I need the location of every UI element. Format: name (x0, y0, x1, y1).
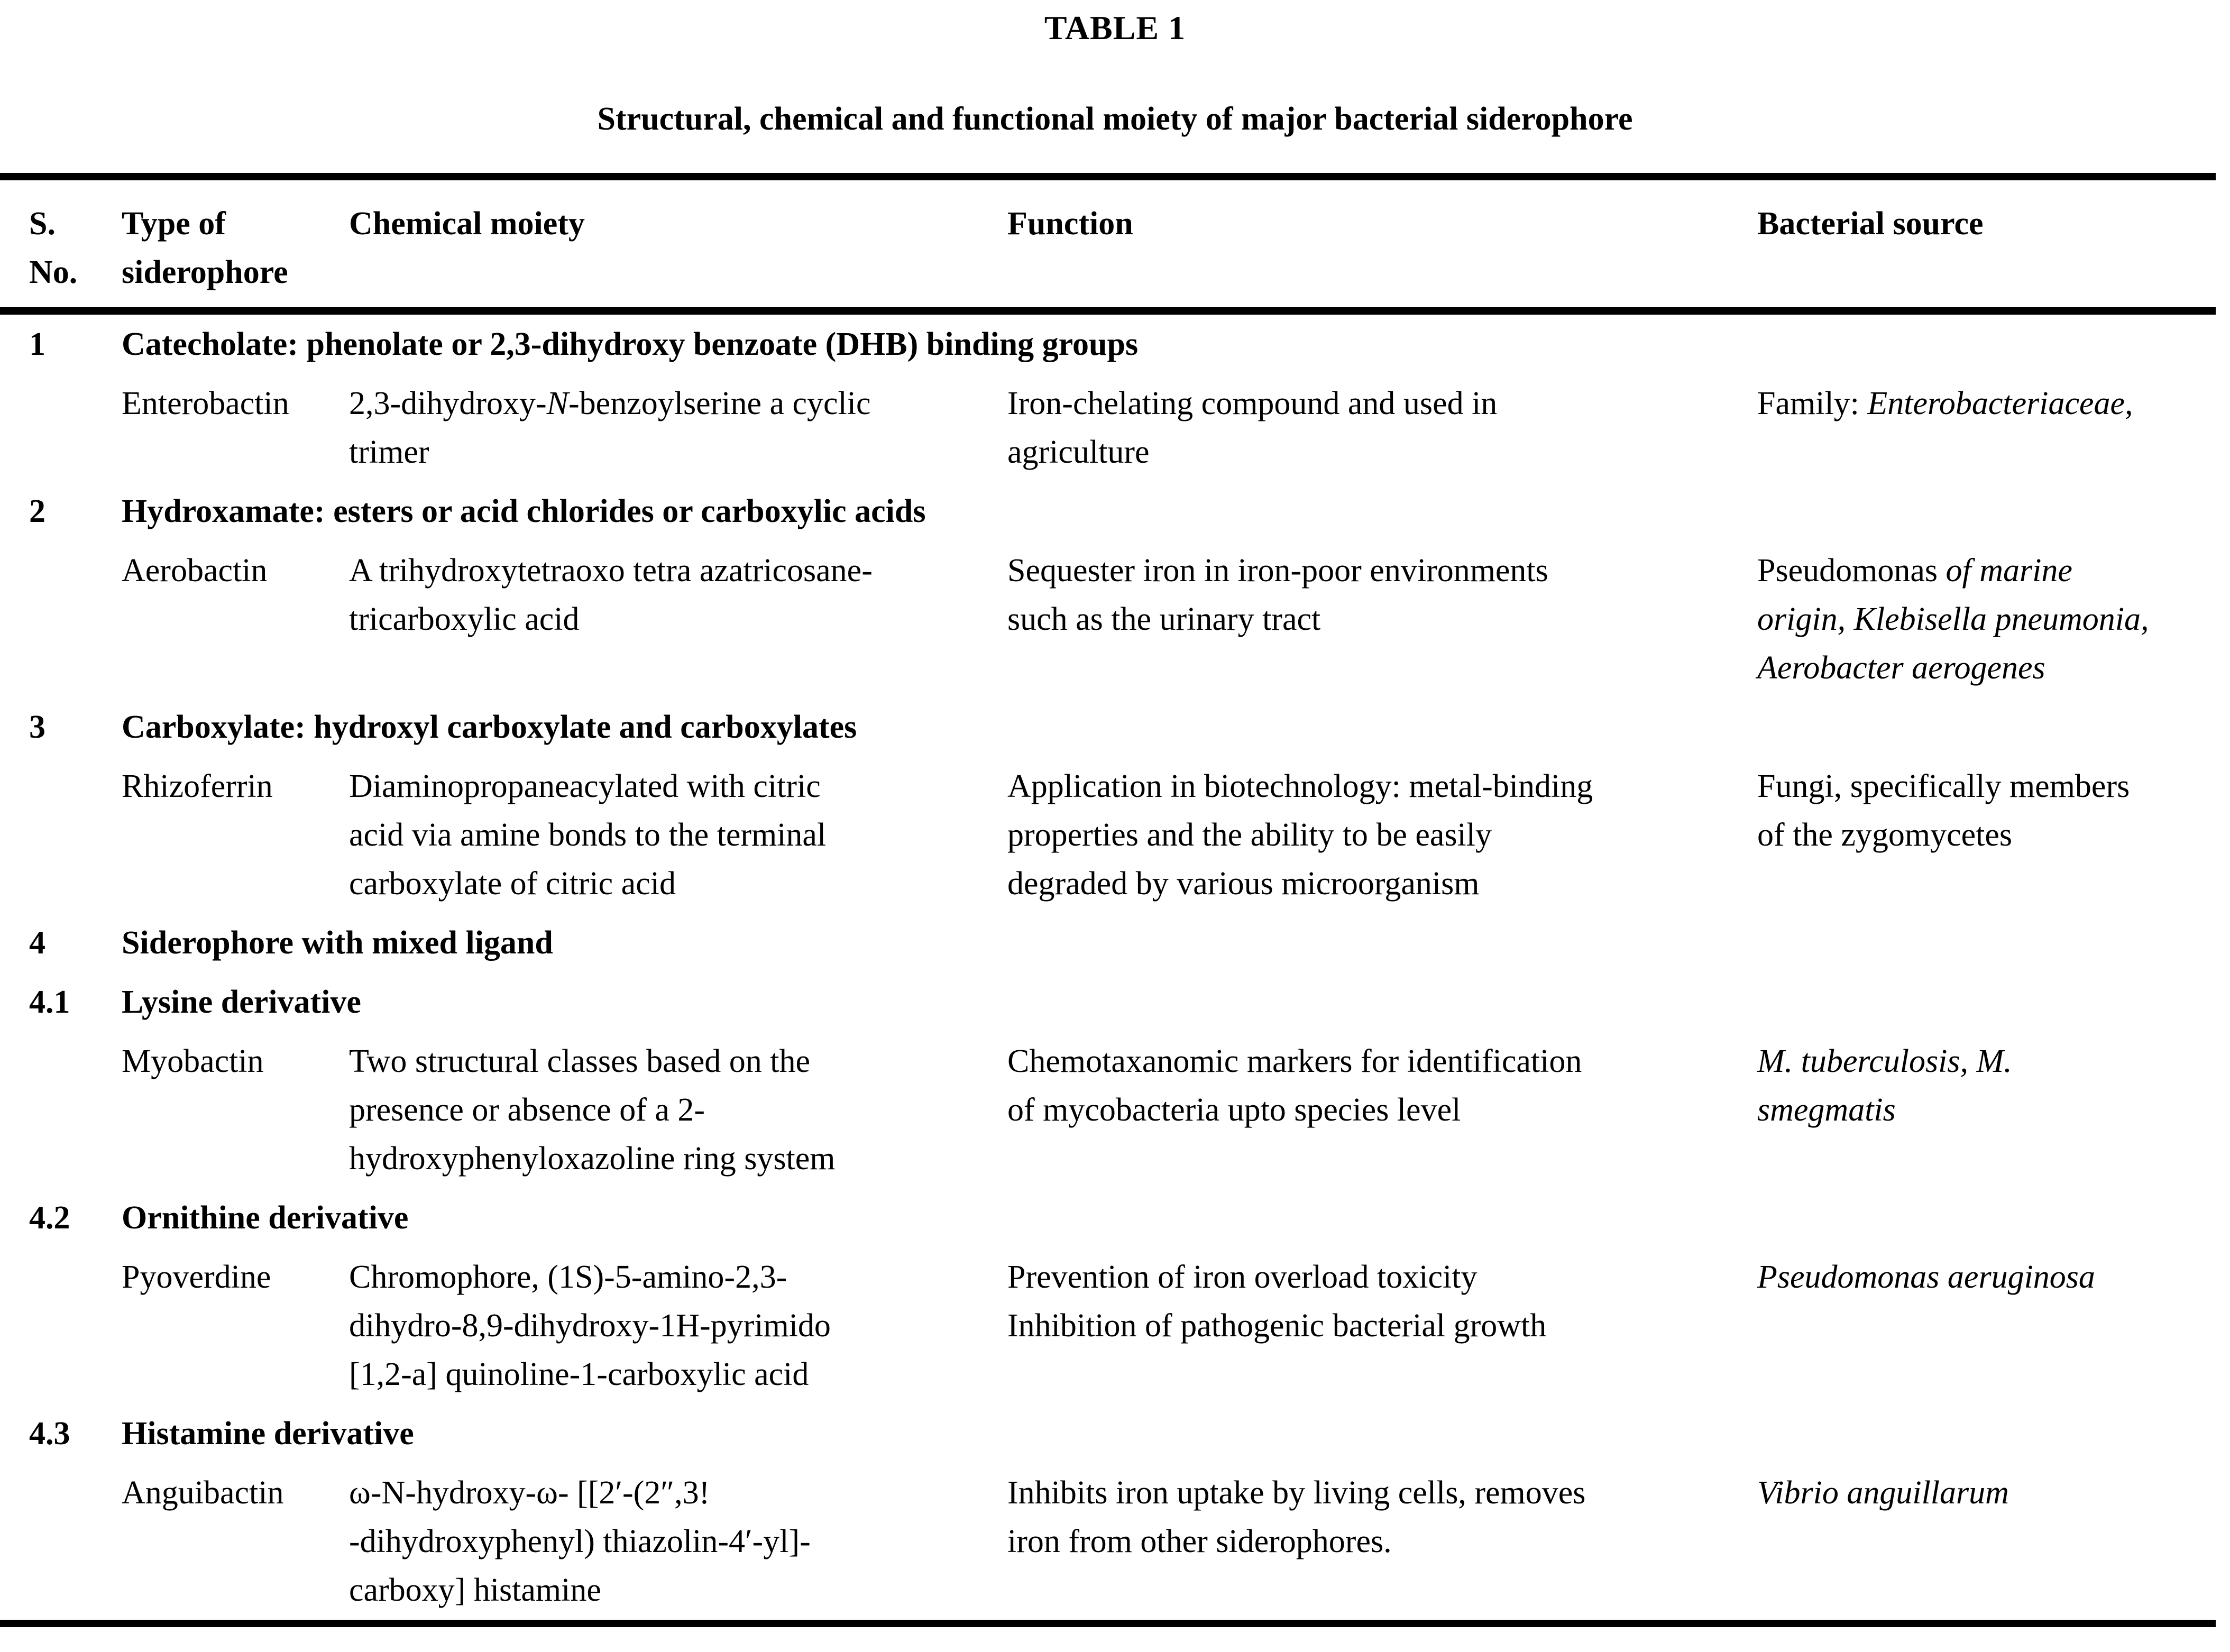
text-line (1007, 1253, 1747, 1301)
text-line (1757, 379, 2205, 428)
text-line (1007, 859, 1747, 908)
text-segment: Prevention of iron overload toxicity (1007, 1259, 1478, 1295)
chemical-moiety-cell (349, 1247, 1007, 1404)
section-label-cell: Siderophore with mixed ligand (122, 925, 553, 961)
section-row (0, 1188, 2216, 1247)
text-line (349, 428, 997, 476)
text-line (1757, 1253, 2205, 1301)
text-line (1007, 1469, 1747, 1517)
text-segment: of the zygomycetes (1757, 817, 2013, 853)
section-label-cell: Lysine derivative (122, 984, 361, 1020)
chemical-moiety-cell (349, 757, 1007, 913)
section-label-cell: Carboxylate: hydroxyl carboxylate and carboxylates (122, 709, 857, 745)
text-segment: Enterobacteriaceae, (1867, 386, 2133, 421)
text-line (1757, 595, 2205, 644)
text-line (1757, 1469, 2205, 1517)
text-segment: Application in biotechnology: metal-binding (1007, 768, 1593, 804)
text-line (349, 1086, 997, 1134)
text-segment: carboxy] histamine (349, 1572, 601, 1608)
section-label-cell: Catecholate: phenolate or 2,3-dihydroxy benzoate (DHB) binding groups (122, 326, 1139, 362)
entry-row (0, 1463, 2216, 1623)
section-row (0, 311, 2216, 374)
header-row (0, 177, 2216, 311)
section-row (0, 972, 2216, 1032)
text-segment: No. (29, 254, 78, 290)
text-segment: N (546, 386, 569, 421)
text-segment: Fungi, specifically members (1757, 768, 2130, 804)
text-line (122, 248, 338, 297)
text-segment: Diaminopropaneacylated with citric (349, 768, 821, 804)
bacterial-source-cell (1757, 1463, 2216, 1623)
text-segment: such as the urinary tract (1007, 601, 1321, 637)
text-segment: Type of (122, 206, 226, 242)
header-type-of-siderophore (122, 177, 349, 311)
function-cell (1007, 1032, 1757, 1188)
text-line (349, 859, 997, 908)
text-line (349, 1517, 997, 1566)
text-line (1007, 1037, 1747, 1086)
text-segment: Function (1007, 206, 1133, 242)
header-chemical-moiety (349, 177, 1007, 311)
text-segment: Family: (1757, 386, 1868, 421)
function-cell (1007, 757, 1757, 913)
section-label-cell: Histamine derivative (122, 1416, 414, 1452)
section-label-cell: Hydroxamate: esters or acid chlorides or carboxylic acids (122, 493, 926, 529)
entry-row (0, 541, 2216, 697)
row-number-cell: 2 (29, 493, 45, 529)
text-segment: Pseudomonas aeruginosa (1757, 1259, 2095, 1295)
text-line (1757, 1086, 2205, 1134)
text-line (1757, 546, 2205, 595)
text-line (1757, 762, 2205, 811)
siderophore-name-cell: Pyoverdine (122, 1259, 271, 1295)
row-number-cell (0, 1247, 122, 1404)
text-line (349, 595, 997, 644)
row-number-cell: 4.1 (29, 984, 70, 1020)
text-segment: S. (29, 206, 56, 242)
text-line (349, 199, 997, 248)
text-segment: of marine (1945, 553, 2072, 589)
row-number-cell: 4 (29, 925, 45, 961)
siderophore-name-cell: Myobactin (122, 1043, 264, 1079)
text-line (349, 1037, 997, 1086)
section-row (0, 1404, 2216, 1463)
chemical-moiety-cell (349, 1463, 1007, 1623)
table-body (0, 311, 2216, 1623)
section-row (0, 913, 2216, 972)
text-segment: origin, Klebisella pneumonia, (1757, 601, 2149, 637)
text-line (349, 1469, 997, 1517)
text-segment: acid via amine bonds to the terminal (349, 817, 827, 853)
function-cell (1007, 1247, 1757, 1404)
text-segment: M. tuberculosis, M. (1757, 1043, 2012, 1079)
row-number-cell: 4.2 (29, 1200, 70, 1236)
text-segment: smegmatis (1757, 1092, 1896, 1128)
row-number-cell (0, 374, 122, 482)
text-line (349, 1253, 997, 1301)
text-segment: properties and the ability to be easily (1007, 817, 1492, 853)
bacterial-source-cell (1757, 1032, 2216, 1188)
row-number-cell (0, 541, 122, 697)
row-number-cell (0, 757, 122, 913)
text-segment: A trihydroxytetraoxo tetra azatricosane- (349, 553, 873, 589)
text-segment: Vibrio anguillarum (1757, 1475, 2009, 1511)
text-line (1757, 1037, 2205, 1086)
text-segment: agriculture (1007, 434, 1150, 470)
section-row (0, 697, 2216, 757)
text-line (29, 248, 111, 297)
table-header (0, 177, 2216, 311)
siderophore-name-cell: Aerobactin (122, 553, 268, 589)
section-row (0, 482, 2216, 541)
text-line (349, 546, 997, 595)
text-line (1007, 199, 1747, 248)
text-segment: 2,3-dihydroxy- (349, 386, 547, 421)
text-segment: Chemical moiety (349, 206, 585, 242)
table-title: TABLE 1 (1044, 9, 1186, 47)
text-line (1007, 811, 1747, 859)
chemical-moiety-cell (349, 541, 1007, 697)
entry-row (0, 1247, 2216, 1404)
entry-row (0, 1032, 2216, 1188)
siderophore-name-cell: Enterobactin (122, 386, 289, 421)
text-segment: ω-N-hydroxy-ω- [[2′-(2″,3! (349, 1475, 710, 1511)
row-number-cell (0, 1032, 122, 1188)
text-segment: Iron-chelating compound and used in (1007, 386, 1498, 421)
text-segment: Chromophore, (1S)-5-amino-2,3- (349, 1259, 787, 1295)
row-number-cell: 3 (29, 709, 45, 745)
text-segment: Pseudomonas (1757, 553, 1946, 589)
text-line (1007, 1517, 1747, 1566)
text-line (1007, 1086, 1747, 1134)
text-segment: Chemotaxanomic markers for identification (1007, 1043, 1582, 1079)
function-cell (1007, 541, 1757, 697)
text-line (349, 811, 997, 859)
text-segment: Inhibition of pathogenic bacterial growth (1007, 1308, 1547, 1344)
chemical-moiety-cell (349, 1032, 1007, 1188)
function-cell (1007, 374, 1757, 482)
text-line (349, 1301, 997, 1350)
text-segment: Sequester iron in iron-poor environments (1007, 553, 1548, 589)
text-segment: iron from other siderophores. (1007, 1523, 1392, 1559)
text-line (349, 1134, 997, 1183)
text-line (1757, 199, 2205, 248)
text-line (1757, 811, 2205, 859)
text-line (1007, 1301, 1747, 1350)
text-line (1757, 644, 2205, 692)
bacterial-source-cell (1757, 1247, 2216, 1404)
text-segment: presence or absence of a 2- (349, 1092, 705, 1128)
text-segment: -benzoylserine a cyclic (568, 386, 871, 421)
entry-row (0, 757, 2216, 913)
text-line (349, 1566, 997, 1614)
text-segment: [1,2-a] quinoline-1-carboxylic acid (349, 1356, 809, 1392)
text-line (349, 379, 997, 428)
header-serial-number (0, 177, 122, 311)
text-line (122, 199, 338, 248)
text-segment: Aerobacter aerogenes (1757, 650, 2045, 686)
text-line (1007, 762, 1747, 811)
text-segment: Two structural classes based on the (349, 1043, 811, 1079)
bacterial-source-cell (1757, 374, 2216, 482)
text-segment: Bacterial source (1757, 206, 1984, 242)
text-segment: carboxylate of citric acid (349, 866, 676, 902)
text-segment: -dihydroxyphenyl) thiazolin-4′-yl]- (349, 1523, 811, 1559)
text-line (349, 1350, 997, 1399)
text-segment: Inhibits iron uptake by living cells, removes (1007, 1475, 1586, 1511)
entry-row (0, 374, 2216, 482)
text-line (1007, 595, 1747, 644)
text-segment: hydroxyphenyloxazoline ring system (349, 1141, 836, 1177)
chemical-moiety-cell (349, 374, 1007, 482)
bacterial-source-cell (1757, 541, 2216, 697)
section-label-cell: Ornithine derivative (122, 1200, 409, 1236)
text-segment: trimer (349, 434, 429, 470)
siderophore-name-cell: Anguibactin (122, 1475, 284, 1511)
header-bacterial-source (1757, 177, 2216, 311)
text-line (349, 762, 997, 811)
header-function (1007, 177, 1757, 311)
row-number-cell: 1 (29, 326, 45, 362)
table-subtitle: Structural, chemical and functional moiety of major bacterial siderophore (597, 101, 1633, 137)
text-line (1007, 379, 1747, 428)
function-cell (1007, 1463, 1757, 1623)
text-segment: of mycobacteria upto species level (1007, 1092, 1461, 1128)
text-segment: dihydro-8,9-dihydroxy-1H-pyrimido (349, 1308, 831, 1344)
row-number-cell: 4.3 (29, 1416, 70, 1452)
siderophore-name-cell: Rhizoferrin (122, 768, 273, 804)
text-line (1007, 428, 1747, 476)
text-segment: tricarboxylic acid (349, 601, 580, 637)
text-segment: siderophore (122, 254, 288, 290)
row-number-cell (0, 1463, 122, 1623)
text-line (1007, 546, 1747, 595)
text-line (29, 199, 111, 248)
bacterial-source-cell (1757, 757, 2216, 913)
text-segment: degraded by various microorganism (1007, 866, 1480, 902)
siderophore-table (0, 173, 2216, 1627)
